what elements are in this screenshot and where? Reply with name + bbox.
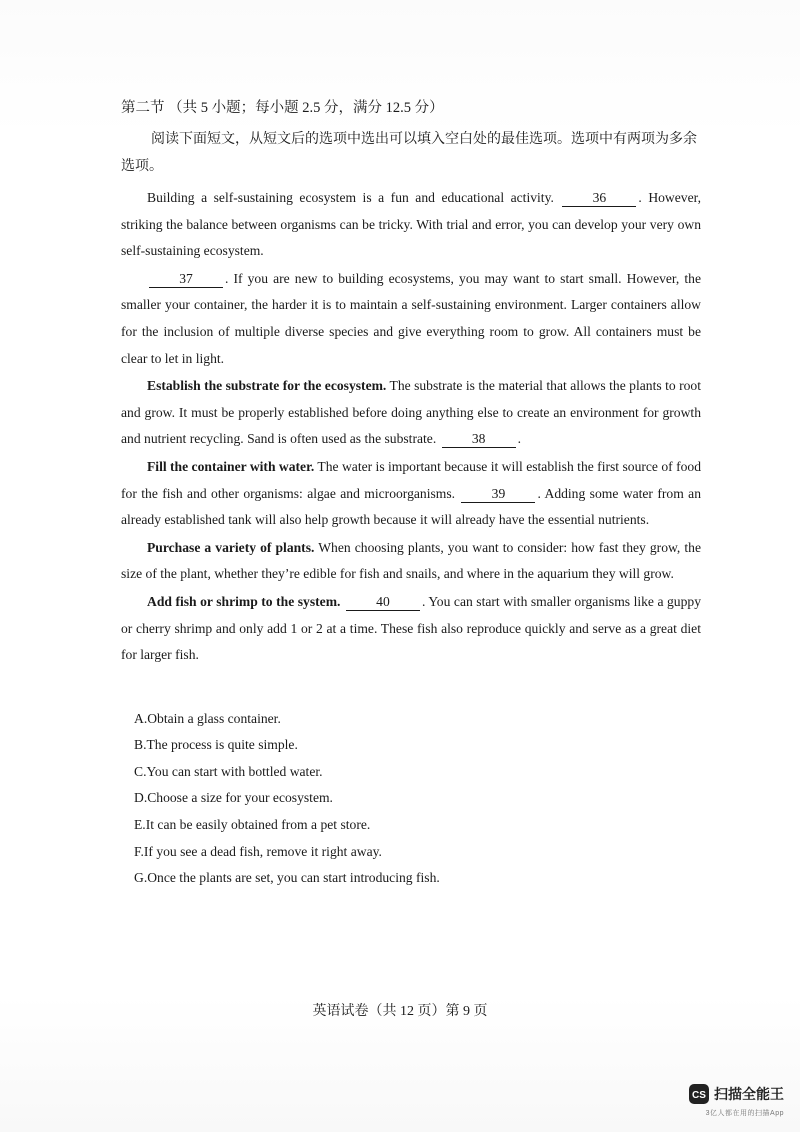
watermark-subtitle: 3亿人都在用的扫描App (705, 1110, 784, 1117)
p3-heading: Establish the substrate for the ecosystem. (147, 378, 387, 394)
blank-36: 36 (562, 189, 636, 207)
p6-heading: Add fish or shrimp to the system. (147, 593, 341, 609)
passage-paragraph-5 (121, 535, 701, 588)
cs-logo-text: CS (692, 1090, 706, 1100)
option-a: A.Obtain a glass container. (134, 710, 281, 726)
p3-text-b: . (517, 431, 522, 447)
p5-text-a: When choosing plants, you want to consider: how fast they grow, the size of the plant, whether they’re edible for fish and snails, and where in the aquarium they will grow. (121, 539, 701, 582)
option-f: F.If you see a dead fish, remove it right away. (134, 843, 382, 859)
passage-paragraph-2 (121, 266, 701, 372)
cs-scanner-logo-icon (689, 1084, 709, 1104)
passage-paragraph-3 (121, 373, 701, 453)
passage-paragraph-4 (121, 454, 701, 534)
scanner-watermark (664, 1084, 784, 1118)
p6-text-b: . You can start with smaller organisms like a guppy or cherry shrimp and only add 1 or 2 at a time. These fish also reproduce quickly and serve as a great diet for larger fish. (121, 593, 701, 663)
option-b: B.The process is quite simple. (134, 737, 298, 753)
passage-paragraph-6 (121, 589, 701, 669)
option-e: E.It can be easily obtained from a pet store. (134, 817, 371, 833)
cs-logo-glyph (691, 1088, 707, 1100)
option-c: C.You can start with bottled water. (134, 763, 323, 779)
page-content (121, 97, 701, 892)
options-list (121, 706, 701, 892)
p5-heading: Purchase a variety of plants. (147, 539, 315, 555)
section-title: 第二节 （共 5 小题；每小题 2.5 分，满分 12.5 分） (121, 100, 444, 116)
watermark-title: 扫描全能王 (714, 1086, 784, 1102)
p4-text-b: . Adding some water from an already established tank will also help growth because it will already have the essential nutrients. (121, 485, 702, 528)
p4-text-a: The water is important because it will establish the first source of food for the fish and other organisms: algae and microorganisms. (121, 458, 701, 501)
blank-39: 39 (461, 485, 535, 503)
p4-heading: Fill the container with water. (147, 458, 315, 474)
option-d: D.Choose a size for your ecosystem. (134, 790, 333, 806)
passage-paragraph-1 (121, 185, 701, 265)
blank-37: 37 (149, 270, 223, 288)
page-footer: 英语试卷（共 12 页）第 9 页 (312, 1004, 488, 1019)
p3-text-a: The substrate is the material that allows the plants to root and grow. It must be properly established before doing anything else to create an environment for growth and nutrient recycling. Sand is often used as the substrate. (121, 378, 701, 447)
p1-text-b: . However, striking the balance between organisms can be tricky. With trial and error, you can develop your very own self-sustaining ecosystem. (121, 190, 701, 259)
option-g: G.Once the plants are set, you can start introducing fish. (134, 870, 440, 886)
p2-text-b: . If you are new to building ecosystems, you may want to start small. However, the smaller your container, the harder it is to maintain a self-sustaining environment. Larger containers allow for the inclusion of multiple diverse species and give everything room to grow. All containers must be clear to let in light. (121, 270, 701, 366)
blank-38: 38 (442, 430, 516, 448)
blank-40: 40 (346, 593, 420, 611)
section-instruction: 阅读下面短文，从短文后的选项中选出可以填入空白处的最佳选项。选项中有两项为多余选项。 (121, 132, 697, 174)
p1-text-a: Building a self-sustaining ecosystem is a fun and educational activity. (147, 190, 554, 205)
